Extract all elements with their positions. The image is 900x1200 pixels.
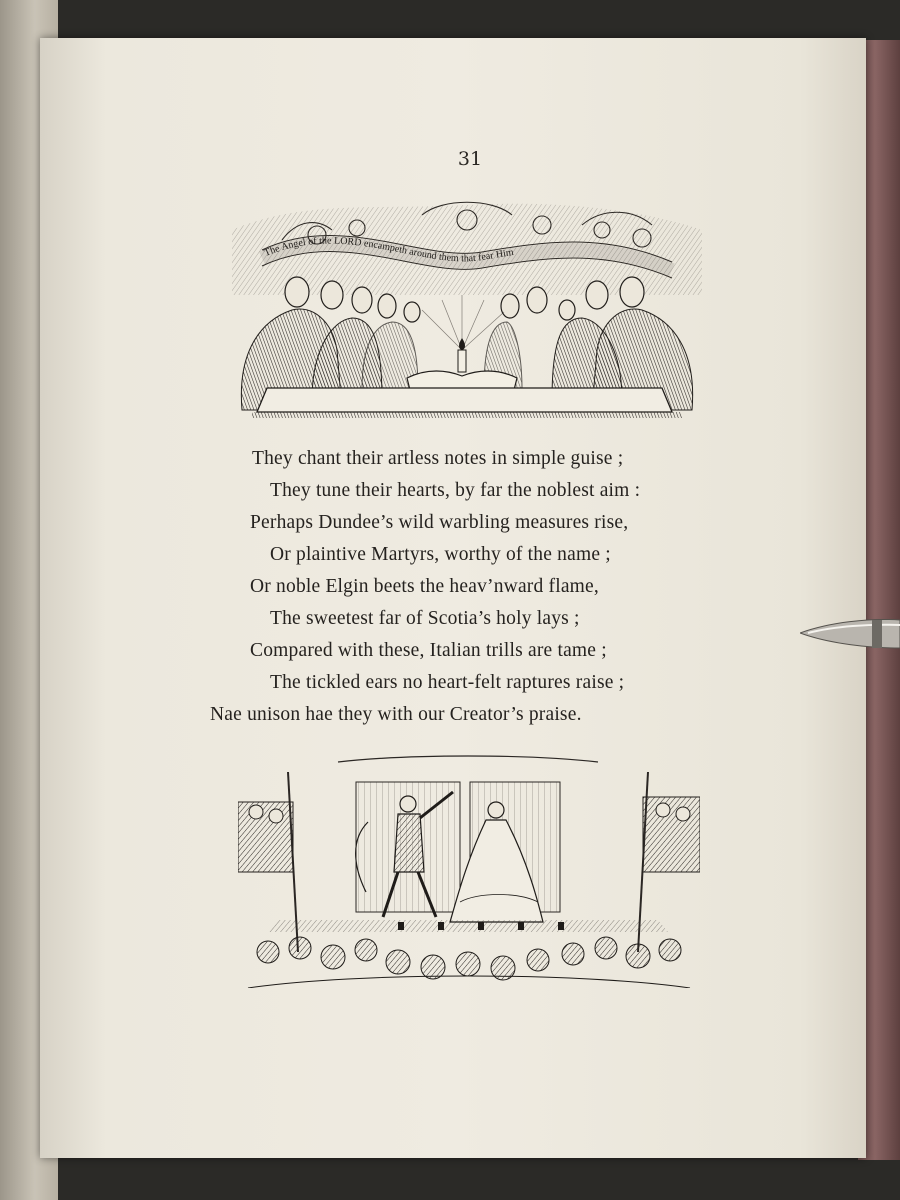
- verse-line: Compared with these, Italian trills are tame ;: [250, 640, 607, 661]
- verse-line: Nae unison hae they with our Creator’s praise.: [210, 704, 582, 725]
- theatre-scene-engraving: [238, 752, 700, 988]
- banner-inscription: The Angel of the LORD encampeth around them that fear Him: [262, 235, 515, 265]
- verse-line: The tickled ears no heart-felt raptures raise ;: [270, 672, 625, 693]
- family-worship-engraving: [222, 200, 712, 420]
- verse-line: Perhaps Dundee’s wild warbling measures rise,: [250, 512, 629, 533]
- verse-line: They tune their hearts, by far the noblest aim :: [270, 480, 641, 501]
- verse-line: Or plaintive Martyrs, worthy of the name ;: [270, 544, 611, 565]
- verse-line: Or noble Elgin beets the heav’nward flame,: [250, 576, 599, 597]
- verse-line: The sweetest far of Scotia’s holy lays ;: [270, 608, 580, 629]
- page-pointer-bookmark: [800, 612, 900, 660]
- page-number: 31: [457, 148, 483, 170]
- verse-line: They chant their artless notes in simple guise ;: [252, 448, 624, 469]
